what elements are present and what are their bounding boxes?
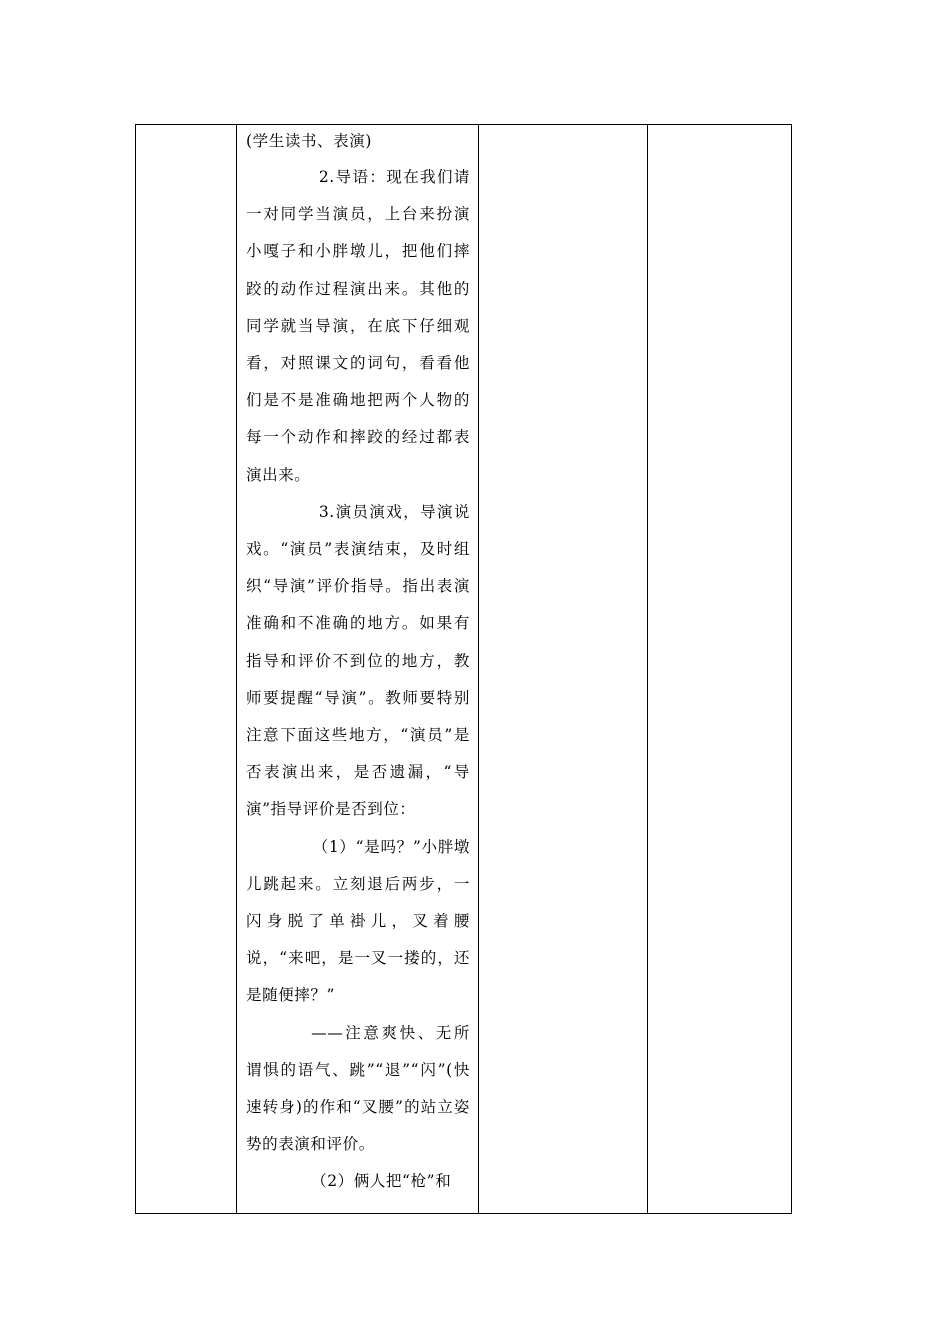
paragraph-point-1-note: ——注意爽快、无所谓惧的语气、跳”“退”“闪”(快速转身)的作和“叉腰”的站立姿势的表演和评价。 (246, 1023, 470, 1154)
paragraph-acting-directing: 3.演员演戏，导演说戏。“演员”表演结束，及时组织“导演”评价指导。指出表演准确和不准确的地方。如果有指导和评价不到位的地方，教师要提醒“导演”。教师要特别注意下面这些地方，“演员”是否表演出来，是否遗漏，“导演”指导评价是否到位： (246, 502, 470, 819)
teaching-process-text (237, 125, 478, 1201)
paragraph-point-1: （1）“是吗？”小胖墩儿跳起来。立刻退后两步，一闪身脱了单褂儿，叉着腰说，“来吧，是一叉一搂的，还是随便摔？” (246, 837, 470, 1005)
table-row (136, 125, 792, 1214)
lesson-plan-table (135, 124, 792, 1214)
paragraph-point-2: （2）俩人把“枪”和 (311, 1172, 452, 1191)
paragraph-student-activity: (学生读书、表演) (246, 132, 372, 150)
teaching-process-cell (237, 125, 479, 1214)
right-empty-cell (648, 125, 792, 1214)
left-empty-cell (136, 125, 237, 1214)
third-empty-cell (479, 125, 648, 1214)
paragraph-introduction: 2.导语：现在我们请一对同学当演员，上台来扮演小嘎子和小胖墩儿，把他们摔跤的动作过程演出来。其他的同学就当导演，在底下仔细观看，对照课文的词句，看看他们是不是准确地把两个人物的每一个动作和摔跤的经过都表演出来。 (246, 168, 470, 484)
